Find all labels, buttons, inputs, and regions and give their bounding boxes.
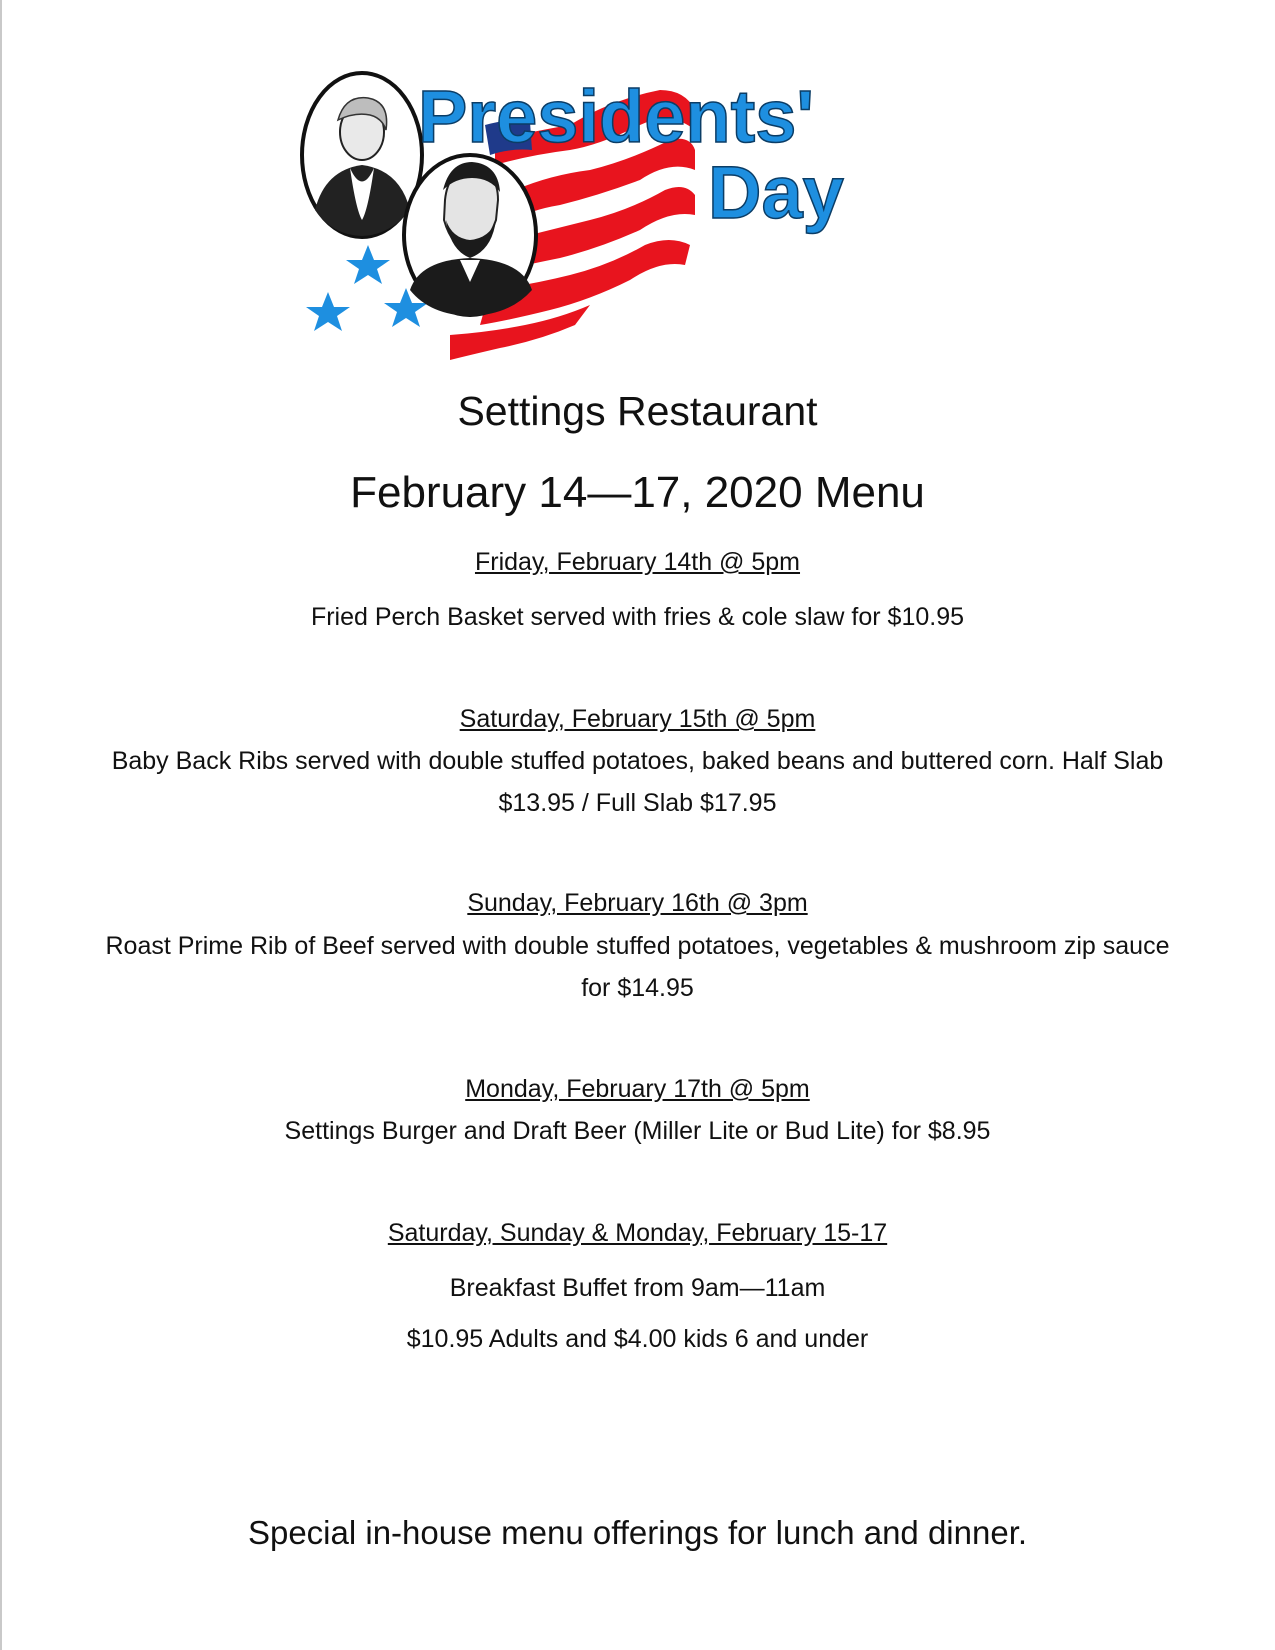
menu-day-heading: Monday, February 17th @ 5pm [465,1075,810,1103]
restaurant-name: Settings Restaurant [457,388,818,434]
washington-portrait-graphic [302,73,422,237]
menu-item-description: Breakfast Buffet from 9am—11am [449,1274,826,1302]
menu-day-heading: Saturday, Sunday & Monday, February 15-17 [387,1219,888,1247]
menu-day-heading: Friday, February 14th @ 5pm [474,548,801,576]
menu-day-heading: Saturday, February 15th @ 5pm [459,705,816,733]
footer-note: Special in-house menu offerings for lunch and dinner. [247,1514,1028,1551]
page-edge-rule [0,0,2,1650]
menu-item-price: $10.95 Adults and $4.00 kids 6 and under [406,1325,869,1353]
menu-item-description: Fried Perch Basket served with fries & cole slaw for $10.95 [310,603,965,631]
presidents-day-logo [300,70,920,390]
menu-item-description: Baby Back Ribs served with double stuffed potatoes, baked beans and buttered corn. Half Slab $13.95 / Full Slab $17.95 [111,747,1164,817]
presidents-day-logo-graphic [300,70,920,390]
menu-item-description: Roast Prime Rib of Beef served with double stuffed potatoes, vegetables & mushroom zip sauce for $14.95 [105,932,1170,1002]
lincoln-portrait-graphic [404,155,536,316]
logo-title-line1: Presidents' [418,75,814,158]
menu-day-heading: Sunday, February 16th @ 3pm [467,889,808,917]
menu-date-range: February 14—17, 2020 Menu [350,468,925,517]
logo-title-line2: Day [708,151,844,234]
menu-item-description: Settings Burger and Draft Beer (Miller Lite or Bud Lite) for $8.95 [284,1117,991,1145]
